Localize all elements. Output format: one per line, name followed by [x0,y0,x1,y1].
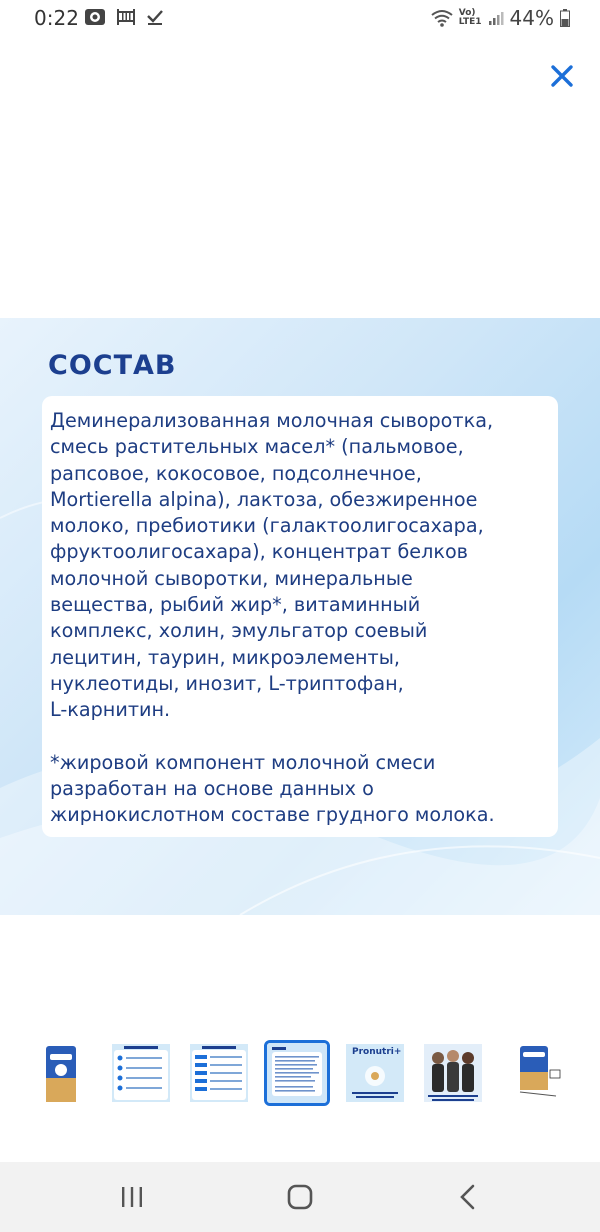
recents-icon [120,1185,144,1209]
pronutri-label: Pronutri+ [352,1047,402,1057]
thumbnail-7[interactable] [512,1044,570,1102]
download-done-icon [146,8,164,26]
composition-thumbnail [267,1043,327,1103]
thumbnail-4-selected[interactable] [264,1040,330,1106]
composition-card [42,396,558,837]
camera-notification-icon [84,8,106,26]
footnote-text: *жировой компонент молочной смеси разработан на основе данных о жирнокислотном составе грудного молока. [50,750,495,827]
close-icon [550,64,574,88]
battery-icon [560,9,570,27]
pronutri-artwork [346,1044,404,1102]
back-button[interactable] [438,1174,498,1220]
battery-percent: 44% [509,6,554,30]
thumbnail-1[interactable] [38,1044,96,1102]
network-type [459,9,482,27]
preparation-guide-thumbnail [112,1044,170,1102]
recents-button[interactable] [102,1174,162,1220]
feeding-table-thumbnail [190,1044,248,1102]
thumbnail-5[interactable] [346,1044,404,1102]
wifi-icon [431,9,453,27]
product-can-thumbnail [38,1044,96,1102]
thumbnail-2[interactable] [112,1044,170,1102]
slide-title: СОСТАВ [48,350,177,381]
thumbnail-6[interactable] [424,1044,482,1102]
composition-text: Деминерализованная молочная сыворотка, смесь растительных масел* (пальмовое, рапсовое, кокосовое, подсолнечное, Mortierella alpina), лактоза, обезжиренное молоко, пребиотики (галактоолигосахара, фруктоолигосахара), концентрат белков молочной сыворотки, минеральные вещества, рыбий жир*, витаминный комплекс, холин, эмульгатор соевый лецитин, таурин, микроэлементы, нуклеотиды, инозит, L-триптофан, L-карнитин. [50,409,494,722]
crib-notification-icon [116,8,136,26]
home-icon [287,1184,313,1210]
thumbnail-strip [0,1040,600,1110]
signal-icon [488,10,504,26]
close-button[interactable] [544,58,580,94]
thumbnail-3[interactable] [190,1044,248,1102]
system-navigation-bar [0,1162,600,1232]
back-icon [458,1184,478,1210]
notification-icons [84,8,164,26]
experts-photo-thumbnail [424,1044,482,1102]
product-size-thumbnail [512,1044,570,1102]
status-right [431,6,570,30]
home-button[interactable] [270,1174,330,1220]
pronutri-thumbnail [346,1044,404,1102]
product-image-slide[interactable] [0,318,600,915]
network-top: Vo) [458,8,476,18]
status-bar [0,0,600,36]
network-bottom: LTE1 [458,17,482,27]
status-time: 0:22 [34,6,79,30]
